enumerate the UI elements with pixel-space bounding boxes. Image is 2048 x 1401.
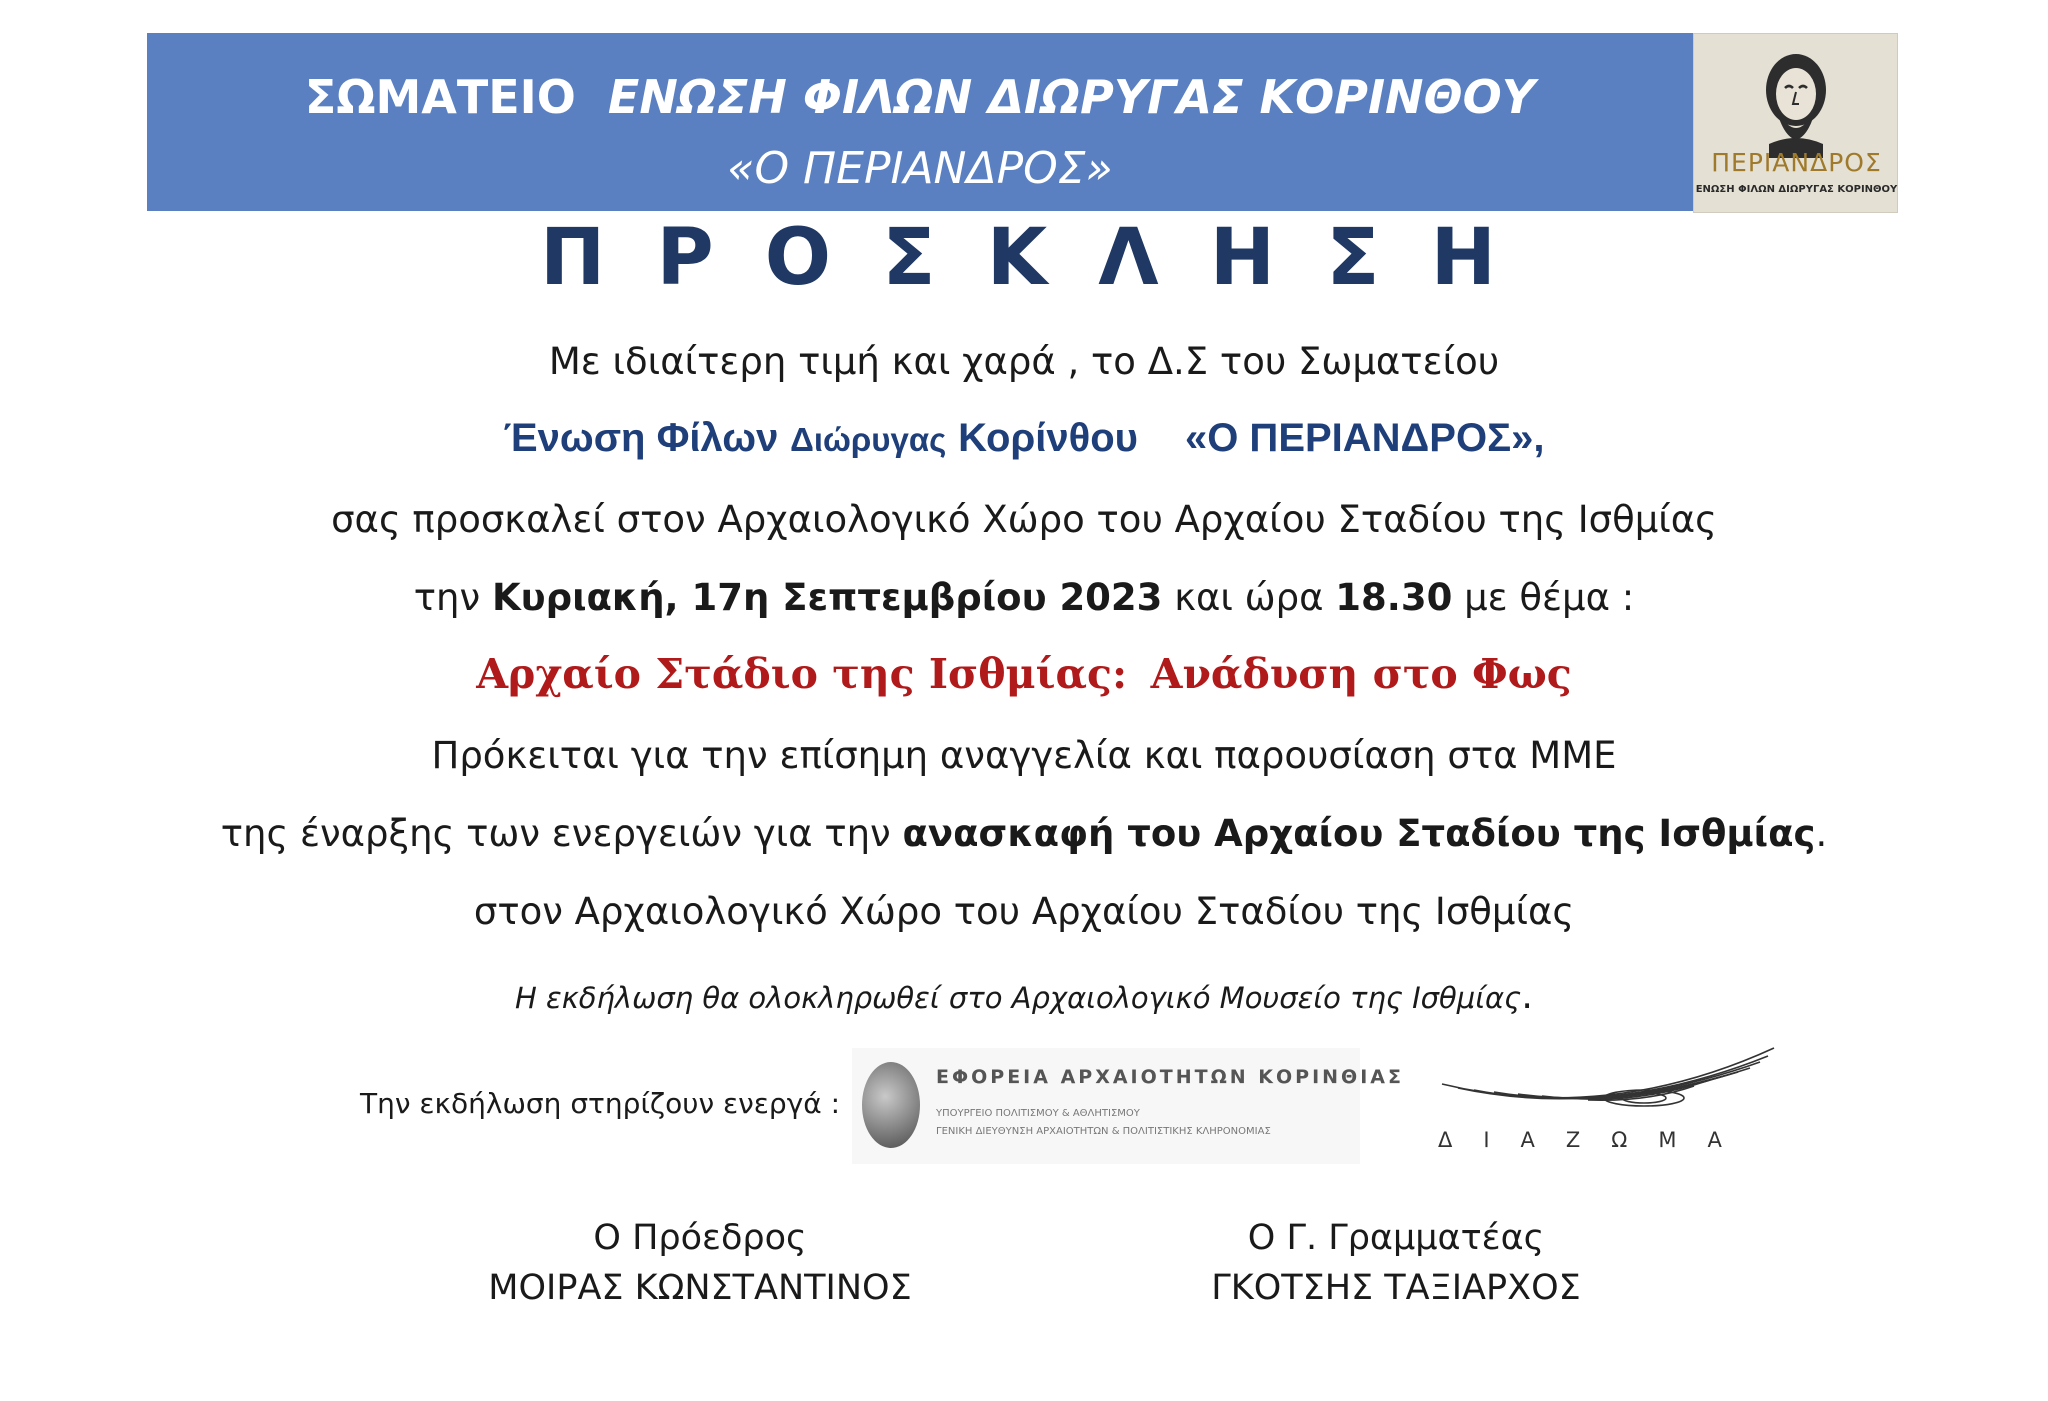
event-topic-part2: Ανάδυση στο Φως xyxy=(1150,650,1572,698)
president-role: Ο Πρόεδρος xyxy=(593,1218,807,1258)
association-name-part4: «Ο ΠΕΡΙΑΝΔΡΟΣ», xyxy=(1184,416,1545,460)
periandros-logo xyxy=(1693,33,1898,213)
topic-prefix: με θέμα : xyxy=(1464,576,1635,619)
event-time: 18.30 xyxy=(1335,576,1453,619)
invitation-line-6: Πρόκειται για την επίσημη αναγγελία και παρουσίαση στα ΜΜΕ xyxy=(431,734,1617,777)
closing-note-text: Η εκδήλωση θα ολοκληρωθεί στο Αρχαιολογικό Μουσείο της Ισθμίας xyxy=(515,981,1522,1015)
president-name: ΜΟΙΡΑΣ ΚΩΝΣΤΑΝΤΙΝΟΣ xyxy=(488,1268,912,1308)
logo-subtitle: ΕΝΩΣΗ ΦΙΛΩΝ ΔΙΩΡΥΓΑΣ ΚΟΡΙΝΘΟΥ xyxy=(1695,184,1898,195)
header-line1 xyxy=(147,69,1693,125)
supporters-label: Την εκδήλωση στηρίζουν ενεργά : xyxy=(360,1087,841,1120)
event-date: Κυριακή, 17η Σεπτεμβρίου 2023 xyxy=(491,576,1163,619)
header-line2: «Ο ΠΕΡΙΑΝΔΡΟΣ» xyxy=(727,143,1113,194)
invitation-line-2 xyxy=(0,414,2048,464)
invitation-line-8: στον Αρχαιολογικό Χώρο του Αρχαίου Σταδίου της Ισθμίας xyxy=(473,890,1575,933)
diazoma-logo xyxy=(1438,1028,1782,1158)
secretary-role: Ο Γ. Γραμματέας xyxy=(1247,1218,1545,1258)
association-name-part2: Διώρυγας xyxy=(790,421,947,458)
coin-icon xyxy=(862,1062,920,1148)
closing-note xyxy=(0,972,2048,1022)
header-prefix: ΣΩΜΑΤΕΙΟ xyxy=(304,70,576,124)
line7-prefix: της έναρξης των ενεργειών για την xyxy=(220,812,891,855)
date-prefix: την xyxy=(413,576,481,619)
excavation-highlight: ανασκαφή του Αρχαίου Σταδίου της Ισθμίας xyxy=(902,812,1816,855)
header-banner xyxy=(147,33,1693,211)
invitation-line-4 xyxy=(0,574,2048,622)
header-association-name: ΕΝΩΣΗ ΦΙΛΩΝ ΔΙΩΡΥΓΑΣ ΚΟΡΙΝΘΟΥ xyxy=(607,70,1536,124)
secretary-name: ΓΚΟΤΣΗΣ ΤΑΞΙΑΡΧΟΣ xyxy=(1211,1268,1581,1308)
ephoreia-ministry: ΥΠΟΥΡΓΕΙΟ ΠΟΛΙΤΙΣΜΟΥ & ΑΘΛΗΤΙΣΜΟΥ xyxy=(936,1108,1140,1119)
page-title: Π Ρ Ο Σ Κ Λ Η Σ Η xyxy=(540,213,1508,303)
association-name-part1: Ένωση Φίλων xyxy=(503,416,779,460)
association-name-part3: Κορίνθου xyxy=(958,416,1138,460)
diazoma-word: ΔΙΑΖΩΜΑ xyxy=(1438,1128,1753,1152)
ephoreia-logo xyxy=(852,1048,1404,1164)
diazoma-arcs-icon xyxy=(1438,1028,1782,1118)
time-prefix: και ώρα xyxy=(1174,576,1324,619)
event-topic-part1: Αρχαίο Στάδιο της Ισθμίας xyxy=(476,650,1112,698)
closing-note-end: . xyxy=(1521,974,1533,1017)
logo-word: ΠΕΡΙΑΝΔΡΟΣ xyxy=(1711,148,1882,177)
periandros-bust-icon xyxy=(1749,48,1843,158)
event-topic xyxy=(0,650,2048,700)
invitation-line-7 xyxy=(0,810,2048,858)
ephoreia-title: ΕΦΟΡΕΙΑ ΑΡΧΑΙΟΤΗΤΩΝ ΚΟΡΙΝΘΙΑΣ xyxy=(936,1066,1404,1088)
ephoreia-directorate: ΓΕΝΙΚΗ ΔΙΕΥΘΥΝΣΗ ΑΡΧΑΙΟΤΗΤΩΝ & ΠΟΛΙΤΙΣΤΙΚΗΣ ΚΛΗΡΟΝΟΜΙΑΣ xyxy=(936,1126,1271,1137)
line7-suffix: . xyxy=(1815,812,1828,855)
invitation-line-3: σας προσκαλεί στον Αρχαιολογικό Χώρο του Αρχαίου Σταδίου της Ισθμίας xyxy=(331,498,1717,541)
invitation-line-1: Με ιδιαίτερη τιμή και χαρά , το Δ.Σ του Σωματείου xyxy=(548,340,1500,383)
event-topic-separator: : xyxy=(1112,650,1128,698)
